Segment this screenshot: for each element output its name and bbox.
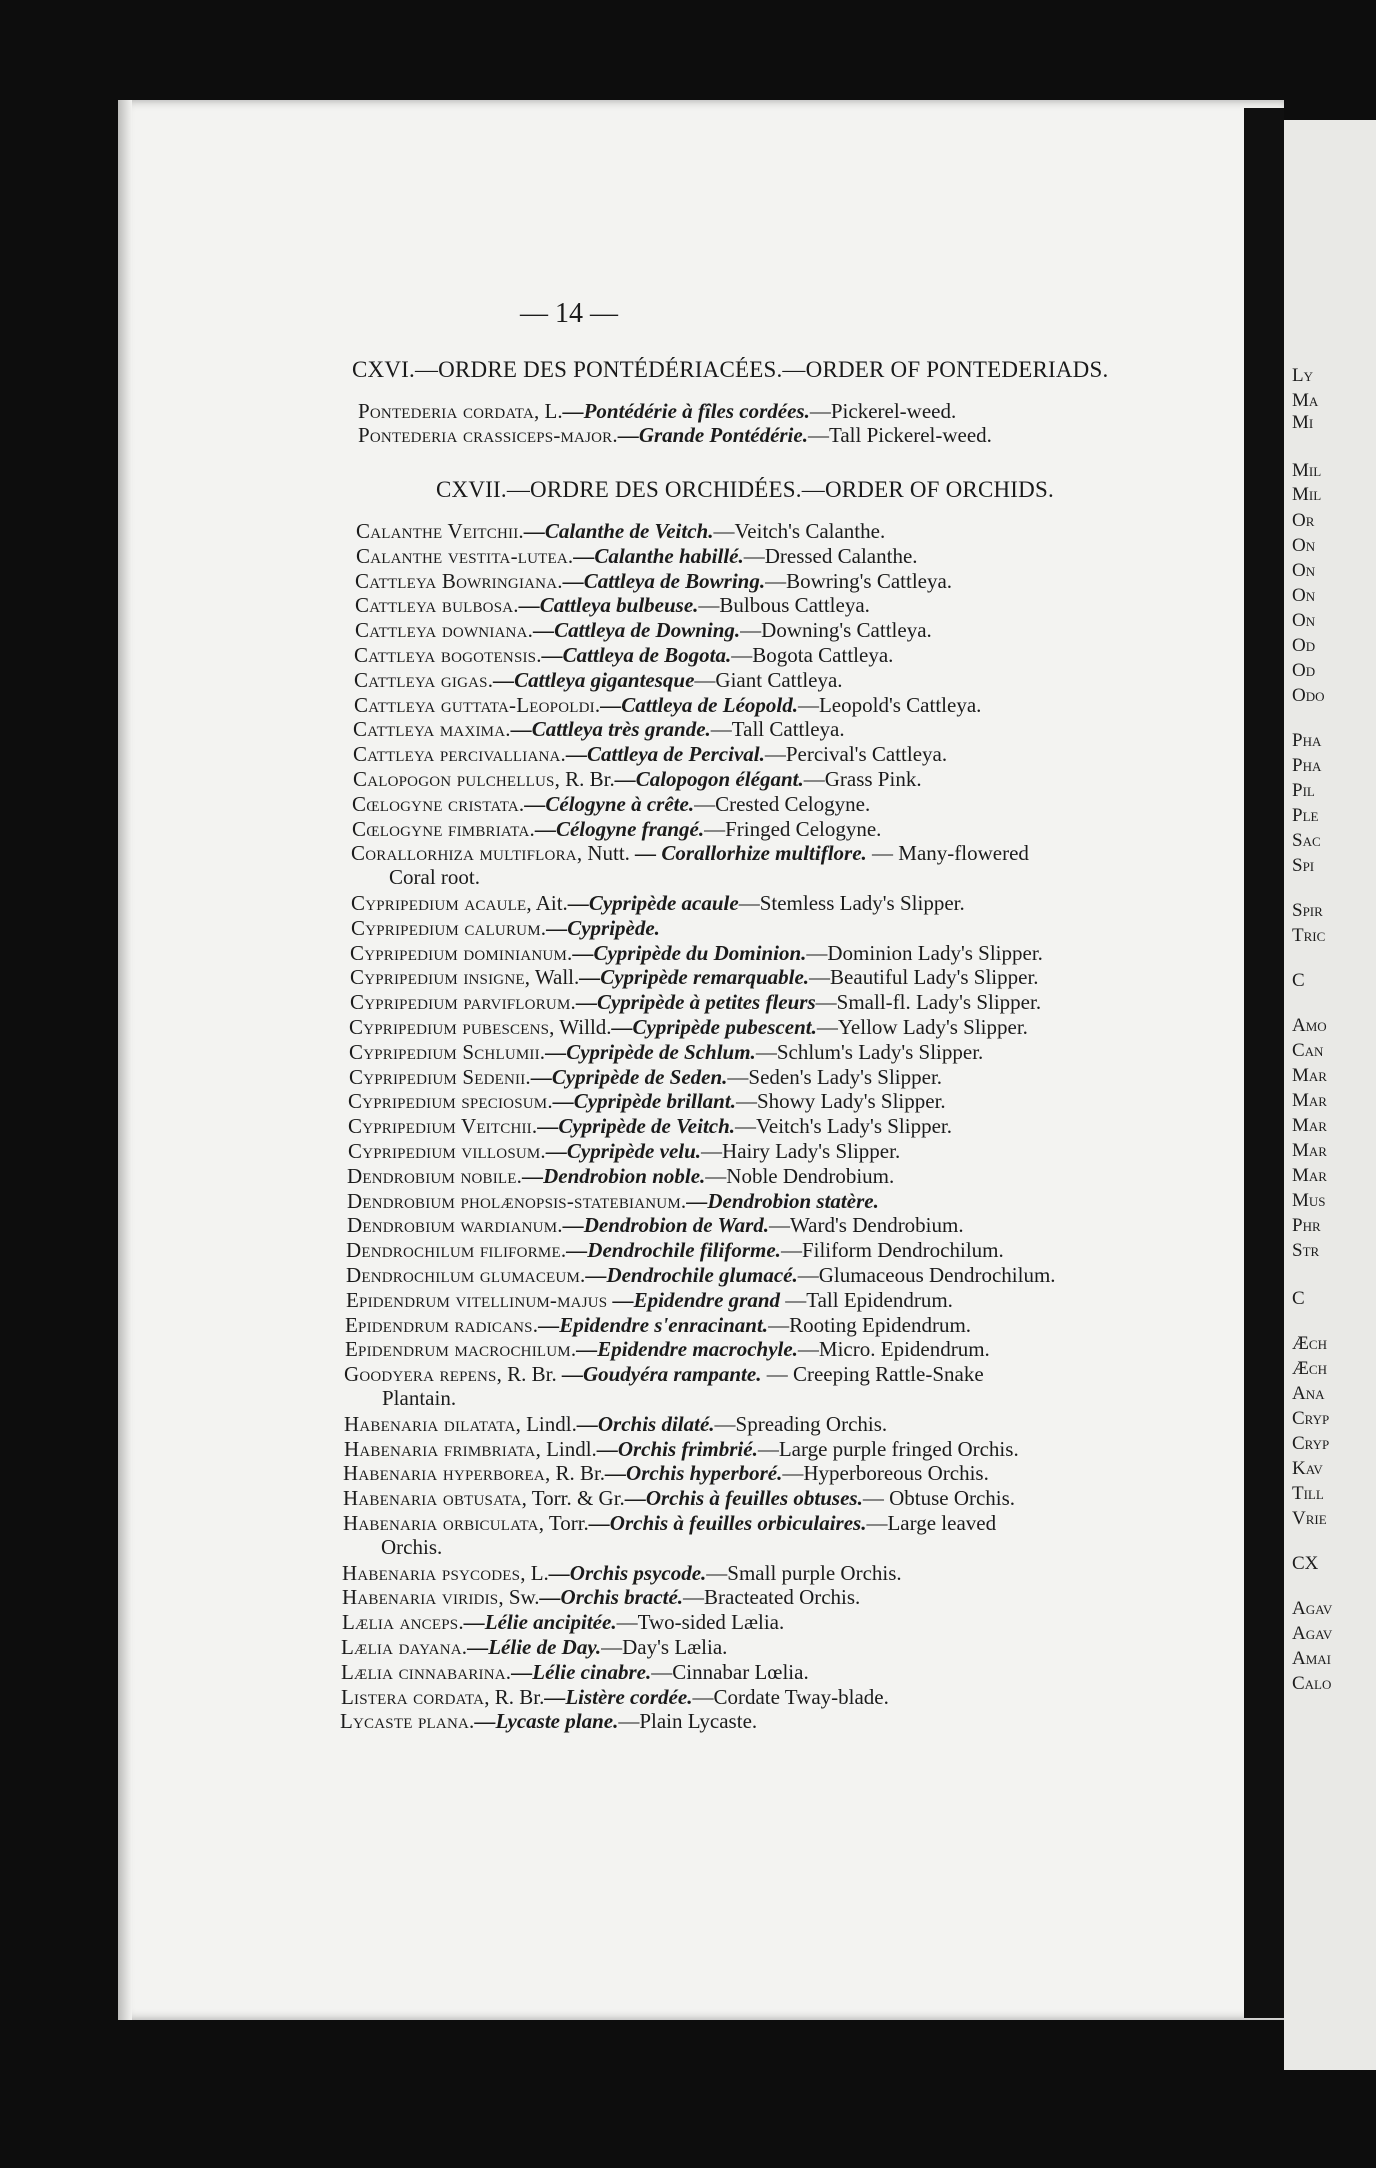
species-entry	[347, 1189, 1337, 1213]
english-name: —Cordate Tway-blade.	[692, 1685, 889, 1709]
next-page-text-fragment: CX	[1292, 1553, 1319, 1574]
section-heading-pontederiads: CXVI.—ORDRE DES PONTÉDÉRIACÉES.—ORDER OF PONTEDERIADS.	[352, 357, 1109, 382]
next-page-text-fragment: Can	[1292, 1040, 1324, 1061]
french-name: —Cattleya bulbeuse.	[518, 593, 699, 617]
species-entry	[349, 1065, 1339, 1089]
next-page-text-fragment: Mil	[1292, 460, 1322, 481]
latin-name: Cœlogyne cristata.	[352, 792, 525, 816]
english-name: —Crested Celogyne.	[694, 792, 871, 816]
species-entry	[344, 1437, 1334, 1461]
continuation-line: Plantain.	[382, 1386, 457, 1410]
english-name: —Veitch's Calanthe.	[713, 519, 886, 543]
french-name: —Goudyéra rampante.	[556, 1362, 762, 1386]
latin-name: Habenaria hyperborea	[343, 1461, 545, 1485]
next-page-text-fragment: Tric	[1292, 925, 1326, 946]
latin-name: Cypripedium speciosum.	[348, 1089, 553, 1113]
author-abbrev: , Ait.	[526, 891, 568, 915]
next-page-text-fragment: Mar	[1292, 1065, 1327, 1086]
english-name: —Downing's Cattleya.	[740, 618, 932, 642]
french-name: —Lélie cinabre.	[511, 1660, 652, 1684]
latin-name: Lælia anceps.	[342, 1610, 464, 1634]
french-name: —Cypripède remarquable.	[579, 965, 810, 989]
english-name: —Noble Dendrobium.	[705, 1164, 895, 1188]
english-name: —Small purple Orchis.	[706, 1561, 902, 1585]
latin-name: Calopogon pulchellus	[353, 767, 555, 791]
latin-name: Cypripedium acaule	[351, 891, 527, 915]
next-page-text-fragment: On	[1292, 560, 1316, 581]
english-name: —Plain Lycaste.	[618, 1709, 758, 1733]
latin-name: Calanthe vestita-lutea.	[356, 544, 574, 568]
species-entry	[352, 817, 1342, 841]
french-name: —Cattleya de Bogota.	[541, 643, 732, 667]
author-abbrev: , Willd.	[549, 1015, 612, 1039]
english-name: —Dressed Calanthe.	[743, 544, 918, 568]
english-name: —Yellow Lady's Slipper.	[816, 1015, 1028, 1039]
french-name: —Dendrobion de Ward.	[562, 1213, 770, 1237]
latin-name: Habenaria psycodes	[342, 1561, 521, 1585]
latin-name: Cattleya gigas.	[354, 668, 494, 692]
french-name: —Lycaste plane.	[474, 1709, 619, 1733]
species-entry	[347, 1164, 1337, 1188]
species-entry	[354, 643, 1344, 667]
english-name: —Tall Epidendrum.	[780, 1288, 953, 1312]
latin-name: Cypripedium Veitchii.	[348, 1114, 538, 1138]
author-abbrev: , R. Br.	[496, 1362, 557, 1386]
french-name: —Cypripède de Schlum.	[545, 1040, 756, 1064]
latin-name: Habenaria obtusata	[343, 1486, 522, 1510]
english-name: —Rooting Epidendrum.	[768, 1313, 972, 1337]
french-name: —Cypripède brillant.	[552, 1089, 736, 1113]
english-name: —Leopold's Cattleya.	[797, 693, 982, 717]
latin-name: Calanthe Veitchii.	[356, 519, 524, 543]
species-entry	[341, 1660, 1331, 1684]
latin-name: Dendrochilum filiforme.	[346, 1238, 567, 1262]
author-abbrev: , R. Br.	[544, 1461, 606, 1485]
species-entry	[348, 1114, 1338, 1138]
species-entry	[350, 990, 1340, 1014]
latin-name: Dendrobium pholænopsis-statebianum.	[347, 1189, 687, 1213]
latin-name: Habenaria frimbriata	[344, 1437, 536, 1461]
species-entry	[356, 519, 1346, 543]
latin-name: Listera cordata	[341, 1685, 485, 1709]
next-page-text-fragment: Æch	[1292, 1358, 1327, 1379]
next-page-text-fragment: Cryp	[1292, 1408, 1330, 1429]
french-name: —Orchis à feuilles orbiculaires.	[588, 1511, 867, 1535]
latin-name: Epidendrum macrochilum.	[345, 1337, 577, 1361]
next-page-text-fragment: Sac	[1292, 830, 1321, 851]
french-name: —Cattleya de Percival.	[566, 742, 765, 766]
french-name: —Listère cordée.	[544, 1685, 693, 1709]
species-entry	[344, 1412, 1334, 1436]
next-page-text-fragment: Pha	[1292, 755, 1322, 776]
french-name: —Orchis frimbrié.	[596, 1437, 758, 1461]
species-entry	[353, 742, 1343, 766]
english-name: —Cinnabar Lœlia.	[651, 1660, 809, 1684]
author-abbrev: , Wall.	[524, 965, 580, 989]
species-entry	[350, 965, 1340, 989]
next-page-text-fragment: Mil	[1292, 484, 1322, 505]
species-entry	[345, 1337, 1335, 1361]
next-page-text-fragment: Ple	[1292, 805, 1319, 826]
author-abbrev: , R. Br.	[554, 767, 615, 791]
english-name: —Schlum's Lady's Slipper.	[755, 1040, 984, 1064]
species-entry	[351, 841, 1341, 889]
english-name: —Bulbous Cattleya.	[698, 593, 870, 617]
latin-name: Corallorhiza multiflora	[351, 841, 577, 865]
latin-name: Cypripedium insigne	[350, 965, 525, 989]
french-name: —Lélie ancipitée.	[463, 1610, 617, 1634]
latin-name: Goodyera repens	[344, 1362, 497, 1386]
page-number: — 14 —	[520, 298, 618, 329]
species-entry	[341, 1685, 1331, 1709]
latin-name: Lycaste plana.	[340, 1709, 475, 1733]
next-page-text-fragment: Phr	[1292, 1215, 1321, 1236]
french-name: —Cypripède du Dominion.	[572, 941, 807, 965]
english-name: —Beautiful Lady's Slipper.	[809, 965, 1039, 989]
species-entry	[345, 1313, 1335, 1337]
french-name: —Calopogon élégant.	[614, 767, 804, 791]
latin-name: Cattleya percivalliana.	[353, 742, 566, 766]
species-entry	[358, 399, 1348, 423]
author-abbrev: , L.	[520, 1561, 549, 1585]
latin-name: Habenaria orbiculata	[343, 1511, 539, 1535]
next-page-text-fragment: Str	[1292, 1240, 1320, 1261]
french-name: —Cypripède de Veitch.	[537, 1114, 736, 1138]
author-abbrev: , Lindl.	[535, 1437, 597, 1461]
french-name: —Cypripède de Seden.	[530, 1065, 728, 1089]
author-abbrev: , Torr. & Gr.	[521, 1486, 625, 1510]
latin-name: Lælia cinnabarina.	[341, 1660, 512, 1684]
french-name: — Corallorhize multiflore.	[629, 841, 867, 865]
french-name: —Cypripède.	[546, 916, 660, 940]
english-name: —Veitch's Lady's Slipper.	[735, 1114, 953, 1138]
author-abbrev: , Torr.	[538, 1511, 589, 1535]
latin-name: Epidendrum radicans.	[345, 1313, 539, 1337]
next-page-text-fragment: Till	[1292, 1483, 1324, 1504]
species-entry	[341, 1635, 1331, 1659]
french-name: —Calanthe habillé.	[573, 544, 744, 568]
english-name: —Bogota Cattleya.	[731, 643, 894, 667]
species-entry	[354, 693, 1344, 717]
english-name: —Filiform Dendrochilum.	[780, 1238, 1004, 1262]
english-name: —Dominion Lady's Slipper.	[806, 941, 1043, 965]
english-name: —Hyperboreous Orchis.	[782, 1461, 989, 1485]
next-page-text-fragment: Od	[1292, 660, 1316, 681]
french-name: —Orchis dilaté.	[576, 1412, 715, 1436]
species-entry	[355, 569, 1345, 593]
next-page-text-fragment: Amai	[1292, 1648, 1331, 1669]
next-page-text-fragment: Ly	[1292, 365, 1313, 386]
english-name: —Bracteated Orchis.	[683, 1585, 861, 1609]
next-page-text-fragment: Æch	[1292, 1333, 1327, 1354]
french-name: —Epidendre s'enracinant.	[538, 1313, 769, 1337]
species-entry	[348, 1139, 1338, 1163]
next-page-text-fragment: Agav	[1292, 1623, 1333, 1644]
species-entry	[343, 1486, 1333, 1510]
french-name: —Cypripède pubescent.	[611, 1015, 817, 1039]
french-name: —Orchis bracté.	[539, 1585, 684, 1609]
latin-name: Cœlogyne fimbriata.	[352, 817, 535, 841]
latin-name: Epidendrum vitellinum-majus	[346, 1288, 608, 1312]
next-page-text-fragment: C	[1292, 1288, 1305, 1309]
next-page-text-fragment: Mus	[1292, 1190, 1326, 1211]
french-name: —Cattleya très grande.	[510, 717, 711, 741]
species-entry	[340, 1709, 1330, 1733]
species-entry	[346, 1263, 1336, 1287]
latin-name: Cattleya guttata-Leopoldi.	[354, 693, 601, 717]
english-name: —Glumaceous Dendrochilum.	[797, 1263, 1056, 1287]
latin-name: Cattleya bulbosa.	[355, 593, 519, 617]
next-page-text-fragment: Ma	[1292, 390, 1319, 411]
latin-name: Cypripedium calurum.	[351, 916, 547, 940]
species-entry	[344, 1362, 1334, 1410]
latin-name: Dendrobium wardianum.	[347, 1213, 563, 1237]
species-entry	[352, 792, 1342, 816]
english-name: —Spreading Orchis.	[714, 1412, 888, 1436]
author-abbrev: , Lindl.	[515, 1412, 577, 1436]
next-page-text-fragment: Vrie	[1292, 1508, 1327, 1529]
latin-name: Dendrochilum glumaceum.	[346, 1263, 586, 1287]
french-name: —Dendrochile filiforme.	[566, 1238, 781, 1262]
next-page-text-fragment: Pil	[1292, 780, 1315, 801]
author-abbrev: , Nutt.	[576, 841, 630, 865]
french-name: —Orchis à feuilles obtuses.	[624, 1486, 863, 1510]
next-page-text-fragment: Cryp	[1292, 1433, 1330, 1454]
next-page-text-fragment: Spi	[1292, 855, 1315, 876]
next-page-text-fragment: Amo	[1292, 1015, 1327, 1036]
latin-name: Habenaria viridis	[342, 1585, 499, 1609]
next-page-text-fragment: Mar	[1292, 1165, 1327, 1186]
section-heading-orchids: CXVII.—ORDRE DES ORCHIDÉES.—ORDER OF ORCHIDS.	[436, 477, 1054, 502]
continuation-line: Coral root.	[389, 865, 480, 889]
english-name: — Creeping Rattle-Snake	[761, 1362, 984, 1386]
english-name: —Fringed Celogyne.	[704, 817, 882, 841]
species-entry	[347, 1213, 1337, 1237]
next-page-text-fragment: Calo	[1292, 1673, 1332, 1694]
english-name: —Micro. Epidendrum.	[797, 1337, 990, 1361]
species-entry	[356, 544, 1346, 568]
species-entry	[351, 891, 1341, 915]
species-entry	[343, 1461, 1333, 1485]
species-entry	[346, 1238, 1336, 1262]
next-page-text-fragment: Kav	[1292, 1458, 1323, 1479]
species-entry	[349, 1015, 1339, 1039]
species-entry	[342, 1561, 1332, 1585]
next-page-text-fragment: Mar	[1292, 1090, 1327, 1111]
english-name: — Many-flowered	[866, 841, 1029, 865]
latin-name: Cypripedium pubescens	[349, 1015, 550, 1039]
french-name: —Epidendre grand	[607, 1288, 780, 1312]
french-name: —Dendrochile glumacé.	[585, 1263, 798, 1287]
species-entry	[342, 1610, 1332, 1634]
next-page-text-fragment: Or	[1292, 510, 1315, 531]
french-name: —Cypripède à petites fleurs	[575, 990, 816, 1014]
author-abbrev: , Sw.	[498, 1585, 540, 1609]
species-entry	[351, 916, 1341, 940]
english-name: —Bowring's Cattleya.	[765, 569, 953, 593]
french-name: —Lélie de Day.	[467, 1635, 602, 1659]
latin-name: Cypripedium villosum.	[348, 1139, 546, 1163]
english-name: —Showy Lady's Slipper.	[735, 1089, 946, 1113]
french-name: —Orchis psycode.	[548, 1561, 707, 1585]
continuation-line: Orchis.	[381, 1535, 443, 1559]
next-page-text-fragment: Mar	[1292, 1115, 1327, 1136]
french-name: —Cypripède acaule	[567, 891, 739, 915]
french-name: —Epidendre macrochyle.	[576, 1337, 798, 1361]
species-entry	[355, 618, 1345, 642]
english-name: —Percival's Cattleya.	[764, 742, 948, 766]
author-abbrev: , L.	[534, 399, 563, 423]
english-name: —Hairy Lady's Slipper.	[701, 1139, 901, 1163]
next-page-text-fragment: Od	[1292, 635, 1316, 656]
species-entry	[354, 668, 1344, 692]
french-name: —Cattleya de Downing.	[533, 618, 741, 642]
next-page-text-fragment: On	[1292, 585, 1316, 606]
english-name: —Giant Cattleya.	[694, 668, 843, 692]
latin-name: Cattleya downiana.	[355, 618, 534, 642]
french-name: —Cattleya gigantesque	[493, 668, 695, 692]
latin-name: Habenaria dilatata	[344, 1412, 516, 1436]
next-page-text-fragment: Mar	[1292, 1140, 1327, 1161]
species-entry	[346, 1288, 1336, 1312]
french-name: —Calanthe de Veitch.	[523, 519, 714, 543]
next-page-text-fragment: Spir	[1292, 900, 1323, 921]
next-page-text-fragment: Agav	[1292, 1598, 1333, 1619]
next-page-text-fragment: Ana	[1292, 1383, 1325, 1404]
english-name: —Large leaved	[866, 1511, 997, 1535]
english-name: — Obtuse Orchis.	[862, 1486, 1016, 1510]
french-name: —Cattleya de Bowring.	[562, 569, 766, 593]
latin-name: Pontederia cordata	[358, 399, 534, 423]
latin-name: Cypripedium dominianum.	[350, 941, 573, 965]
french-name: —Cypripède velu.	[545, 1139, 702, 1163]
french-name: —Célogyne à crête.	[524, 792, 695, 816]
french-name: —Cattleya de Léopold.	[600, 693, 798, 717]
english-name: —Tall Pickerel-weed.	[807, 423, 992, 447]
french-name: —Dendrobion statère.	[686, 1189, 879, 1213]
next-page-text-fragment: Mi	[1292, 412, 1314, 433]
english-name: —Ward's Dendrobium.	[769, 1213, 964, 1237]
next-page-text-fragment: Odo	[1292, 685, 1325, 706]
species-entry	[355, 593, 1345, 617]
french-name: —Célogyne frangé.	[534, 817, 705, 841]
french-name: —Orchis hyperboré.	[605, 1461, 783, 1485]
latin-name: Pontederia crassiceps-major.	[358, 423, 618, 447]
latin-name: Cypripedium parviflorum.	[350, 990, 576, 1014]
latin-name: Cattleya maxima.	[353, 717, 511, 741]
french-name: —Grande Pontédérie.	[617, 423, 808, 447]
latin-name: Cypripedium Sedenii.	[349, 1065, 531, 1089]
latin-name: Lælia dayana.	[341, 1635, 468, 1659]
english-name: —Seden's Lady's Slipper.	[727, 1065, 943, 1089]
english-name: —Large purple fringed Orchis.	[757, 1437, 1019, 1461]
latin-name: Dendrobium nobile.	[347, 1164, 523, 1188]
english-name: —Stemless Lady's Slipper.	[738, 891, 965, 915]
species-entry	[349, 1040, 1339, 1064]
french-name: —Pontédérie à fîles cordées.	[562, 399, 810, 423]
french-name: —Dendrobion noble.	[522, 1164, 706, 1188]
author-abbrev: , R. Br.	[484, 1685, 545, 1709]
english-name: —Day's Lælia.	[601, 1635, 728, 1659]
english-name: —Pickerel-weed.	[809, 399, 957, 423]
next-page-text-fragment: Pha	[1292, 730, 1322, 751]
next-page-text-fragment: C	[1292, 970, 1305, 991]
english-name: —Grass Pink.	[803, 767, 922, 791]
next-page-text-fragment: On	[1292, 535, 1316, 556]
latin-name: Cypripedium Schlumii.	[349, 1040, 546, 1064]
species-entry	[343, 1511, 1333, 1559]
latin-name: Cattleya bogotensis.	[354, 643, 542, 667]
species-entry	[350, 941, 1340, 965]
species-entry	[353, 767, 1343, 791]
species-entry	[348, 1089, 1338, 1113]
english-name: —Small-fl. Lady's Slipper.	[815, 990, 1042, 1014]
species-entry	[358, 423, 1348, 447]
english-name: —Two-sided Lælia.	[616, 1610, 785, 1634]
latin-name: Cattleya Bowringiana.	[355, 569, 563, 593]
species-entry	[353, 717, 1343, 741]
english-name: —Tall Cattleya.	[710, 717, 845, 741]
next-page-text-fragment: On	[1292, 610, 1316, 631]
species-entry	[342, 1585, 1332, 1609]
